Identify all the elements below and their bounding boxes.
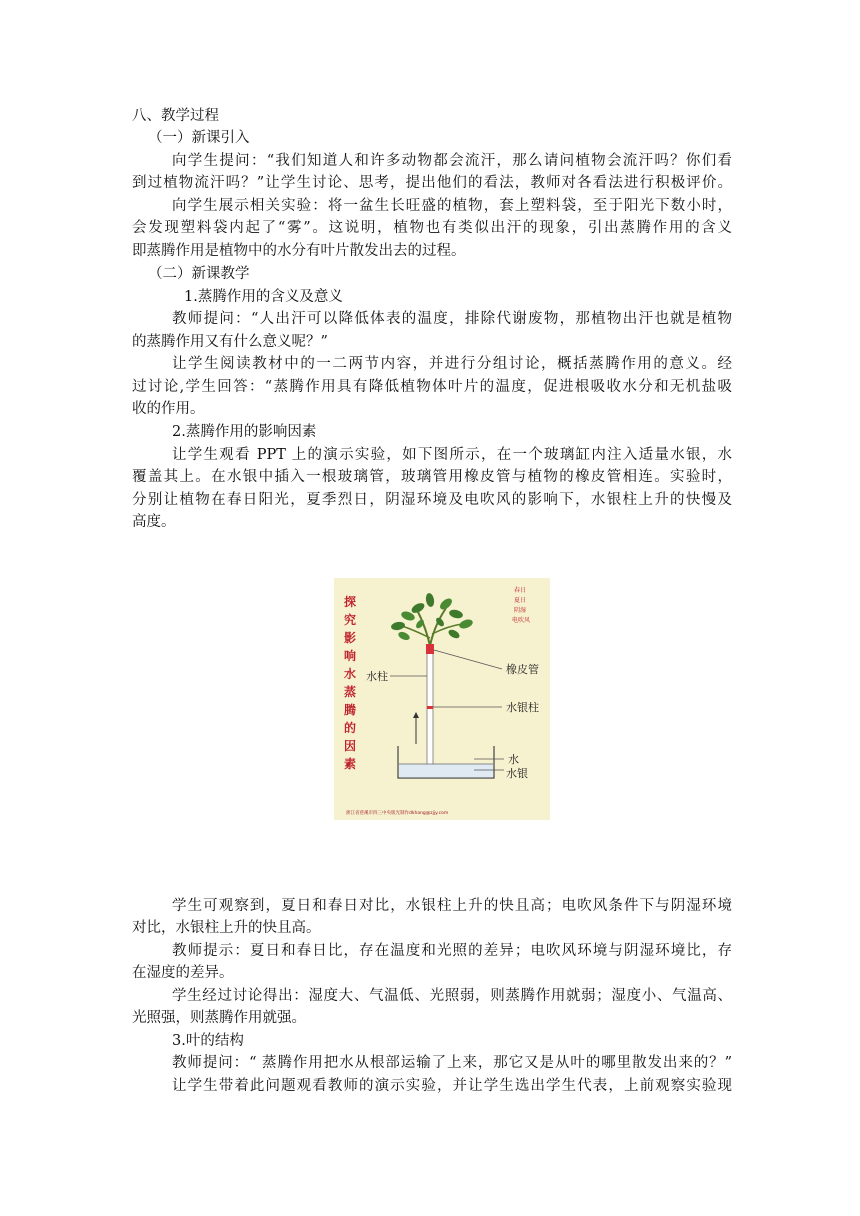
paragraph-line: 学生经过讨论得出：湿度大、气温低、光照弱，则蒸腾作用就弱；湿度小、气温高、 <box>172 988 732 1004</box>
figure-footer: 浙江省慈溪市四三中央版光制作dkhang@zjjy.com <box>346 811 449 816</box>
section-heading: 八、教学过程 <box>132 108 219 124</box>
side-title-char: 素 <box>344 757 357 771</box>
experiment-figure <box>334 578 550 820</box>
paragraph-line: 教师提示：夏日和春日比，存在温度和光照的差异；电吹风环境与阴湿环境比，存 <box>172 943 732 959</box>
side-title-char: 影 <box>344 631 357 645</box>
side-title-char: 响 <box>344 649 357 663</box>
paragraph-line: 向学生提问：“我们知道人和许多动物都会流汗，那么请问植物会流汗吗？你们看 <box>172 153 732 169</box>
paragraph-line: 过讨论,学生回答：“蒸腾作用具有降低植物体叶片的温度，促进根吸收水分和无机盐吸 <box>132 379 732 395</box>
item-heading: 1.蒸腾作用的含义及意义 <box>184 289 343 305</box>
paragraph-line: 让学生阅读教材中的一二两节内容，并进行分组讨论，概括蒸腾作用的意义。经 <box>172 356 732 372</box>
paragraph-line: 教师提问：“ 蒸腾作用把水从根部运输了上来，那它又是从叶的哪里散发出来的？” <box>172 1055 732 1071</box>
rubber-tube <box>426 644 434 654</box>
side-title-char: 因 <box>344 739 357 753</box>
legend-item: 春日 <box>514 587 527 594</box>
side-title-char: 水 <box>344 667 357 681</box>
side-title-char: 的 <box>344 721 357 735</box>
subsection-heading: （二）新课教学 <box>148 266 250 282</box>
paragraph-line: 在湿度的差异。 <box>132 965 234 981</box>
subsection-heading: （一）新课引入 <box>148 130 250 146</box>
side-title-char: 探 <box>344 595 357 609</box>
label-rubber-tube: 橡皮管 <box>506 663 539 676</box>
paragraph-line: 高度。 <box>132 514 176 530</box>
legend-item: 夏日 <box>514 597 527 604</box>
paragraph-line: 让学生观看 PPT 上的演示实验，如下图所示，在一个玻璃缸内注入适量水银，水 <box>172 447 732 463</box>
side-title-char: 腾 <box>344 703 357 717</box>
item-heading: 3.叶的结构 <box>172 1033 244 1049</box>
side-title-char: 蒸 <box>344 685 357 699</box>
label-water-column: 水柱 <box>366 670 388 683</box>
legend-item: 阴湿 <box>514 607 527 614</box>
mercury-layer <box>399 764 493 778</box>
paragraph-line: 教师提问：“人出汗可以降低体表的温度，排除代谢废物，那植物出汗也就是植物 <box>172 311 732 327</box>
paragraph-line: 分别让植物在春日阳光，夏季烈日，阴湿环境及电吹风的影响下，水银柱上升的快慢及 <box>132 492 732 508</box>
item-heading: 2.蒸腾作用的影响因素 <box>172 424 317 440</box>
paragraph-line: 向学生展示相关实验：将一盆生长旺盛的植物，套上塑料袋，至于阳光下数小时， <box>172 198 732 214</box>
paragraph-line: 对比，水银柱上升的快且高。 <box>132 920 321 936</box>
paragraph-line: 的蒸腾作用又有什么意义呢？” <box>132 334 328 350</box>
paragraph-line: 覆盖其上。在水银中插入一根玻璃管，玻璃管用橡皮管与植物的橡皮管相连。实验时， <box>132 469 732 485</box>
mercury-column-mark <box>427 706 433 709</box>
paragraph-line: 学生可观察到，夏日和春日对比，水银柱上升的快且高；电吹风条件下与阴湿环境 <box>172 898 732 914</box>
legend-item: 电吹风 <box>512 617 531 624</box>
paragraph-line: 收的作用。 <box>132 401 205 417</box>
side-title-char: 究 <box>344 613 357 627</box>
label-mercury-column: 水银柱 <box>506 701 539 714</box>
paragraph-line: 到过植物流汗吗？”让学生讨论、思考，提出他们的看法，教师对各看法进行积极评价。 <box>132 175 732 191</box>
label-water: 水 <box>508 753 519 766</box>
label-mercury: 水银 <box>506 767 528 780</box>
paragraph-line: 让学生带着此问题观看教师的演示实验，并让学生选出学生代表，上前观察实验现 <box>172 1078 732 1094</box>
paragraph-line: 光照强，则蒸腾作用就强。 <box>132 1010 306 1026</box>
paragraph-line: 即蒸腾作用是植物中的水分有叶片散发出去的过程。 <box>132 243 466 259</box>
paragraph-line: 会发现塑料袋内起了“雾”。这说明，植物也有类似出汗的现象，引出蒸腾作用的含义 <box>132 220 732 236</box>
